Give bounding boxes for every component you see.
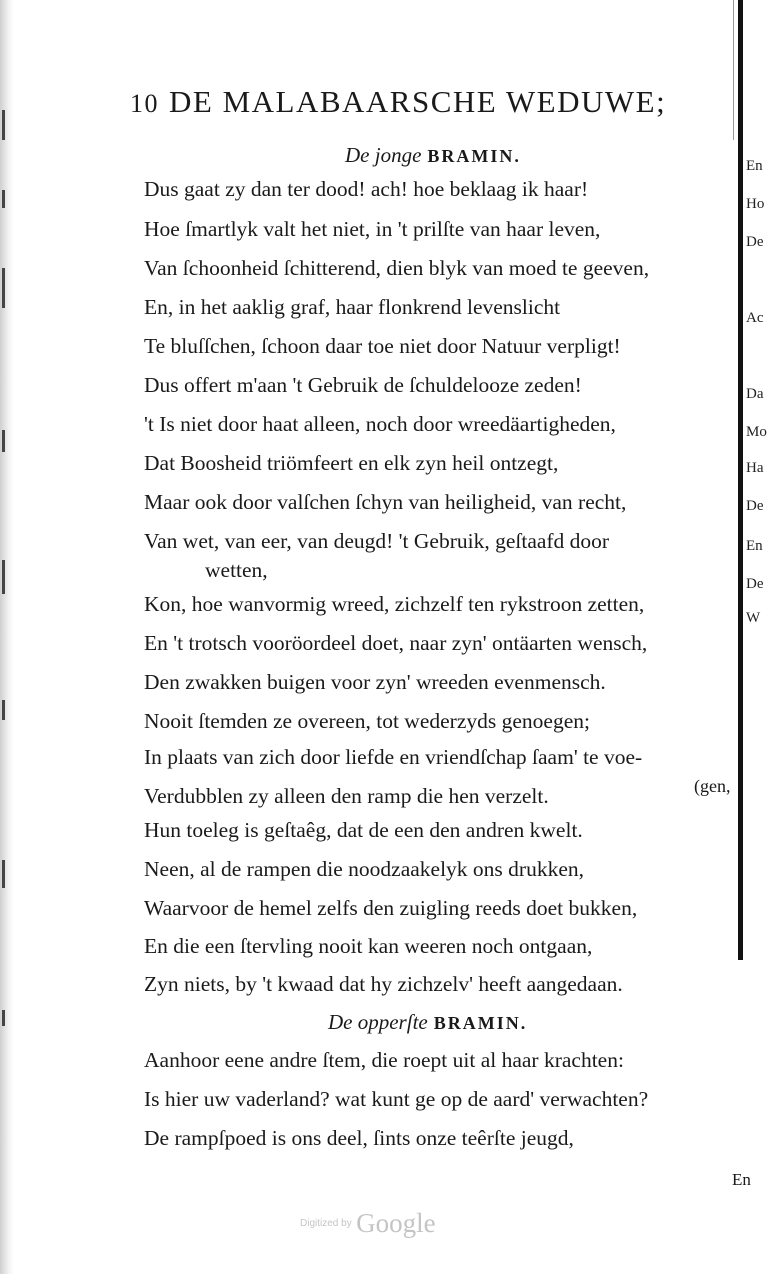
verse-line: De rampſpoed is ons deel, ſints onze teêrſte jeugd, [144,1126,574,1150]
verse-line: En die een ſtervling nooit kan weeren noch ontgaan, [144,934,593,958]
verse-line: Nooit ſtemden ze overeen, tot wederzyds genoegen; [144,709,590,733]
gutter-rule [738,0,743,960]
verse-line: Zyn niets, by 't kwaad dat hy zichzelv' heeft aangedaan. [144,972,623,996]
facing-page-word: De [746,234,764,250]
verse-line: Dus gaat zy dan ter dood! ach! hoe beklaag ik haar! [144,177,589,201]
facing-page-word: Ho [746,196,765,212]
speaker-heading [328,1010,527,1035]
facing-page-word: Da [746,386,764,402]
facing-page-word: Ac [746,310,764,326]
gutter-shadow [733,0,734,140]
facing-page-word: W [746,610,761,626]
catchword: En [732,1170,751,1189]
verse-line: Den zwakken buigen voor zyn' wreeden evenmensch. [144,670,606,694]
verse-line: Kon, hoe wanvormig wreed, zichzelf ten rykstroon zetten, [144,592,645,616]
verse-line: Waarvoor de hemel zelfs den zuigling reeds doet bukken, [144,896,638,920]
facing-page-word: Ha [746,460,764,476]
facing-page-word: En [746,538,763,554]
verse-line: En, in het aaklig graf, haar flonkrend levenslicht [144,295,561,319]
verse-line: Verdubblen zy alleen den ramp die hen verzelt. [144,784,549,808]
verse-line: Te bluſſchen, ſchoon daar toe niet door Natuur verpligt! [144,334,621,358]
facing-page-word: De [746,576,764,592]
verse-line: In plaats van zich door liefde en vriendſchap ſaam' te voe- [144,745,643,769]
facing-page-word: De [746,498,764,514]
facing-page-margin [746,0,768,1274]
verse-line-continuation: wetten, [205,558,268,582]
verse-line: Van wet, van eer, van deugd! 't Gebruik, geſtaafd door [144,529,610,553]
speaker-role: De jonge [345,143,422,167]
facing-page-word: En [746,158,763,174]
facing-page-word: Mo [746,424,767,440]
page-number: 10 [130,89,159,118]
verse-line: Hun toeleg is geſtaêg, dat de een den andren kwelt. [144,818,583,842]
watermark-prefix: Digitized by [300,1218,352,1229]
verse-line: Dus offert m'aan 't Gebruik de ſchuldelooze zeden! [144,373,582,397]
verse-line: Is hier uw vaderland? wat kunt ge op de aard' verwachten? [144,1087,649,1111]
verse-line: En 't trotsch vooröordeel doet, naar zyn' ontäarten wensch, [144,631,648,655]
speaker-name: BRAMIN. [427,146,521,166]
verse-line: Aanhoor eene andre ſtem, die roept uit al haar krachten: [144,1048,624,1072]
speaker-name: BRAMIN. [433,1013,528,1033]
running-title: DE MALABAARSCHE WEDUWE; [169,84,667,119]
verse-line: Dat Boosheid triömfeert en elk zyn heil ontzegt, [144,451,559,475]
verse-line: 't Is niet door haat alleen, noch door wreedäartigheden, [144,412,616,436]
watermark-brand: Google [356,1208,436,1238]
page-left-edge [0,0,14,1274]
digitization-watermark [300,1208,436,1239]
verse-turnover: (gen, [694,776,731,796]
verse-line: Van ſchoonheid ſchitterend, dien blyk van moed te geeven, [144,256,650,280]
speaker-role: De opperſte [328,1010,428,1034]
verse-line: Hoe ſmartlyk valt het niet, in 't prilſte van haar leven, [144,217,601,241]
verse-line: Neen, al de rampen die noodzaakelyk ons drukken, [144,857,584,881]
speaker-heading [345,143,521,168]
verse-line: Maar ook door valſchen ſchyn van heiligheid, van recht, [144,490,627,514]
running-header [130,84,730,120]
